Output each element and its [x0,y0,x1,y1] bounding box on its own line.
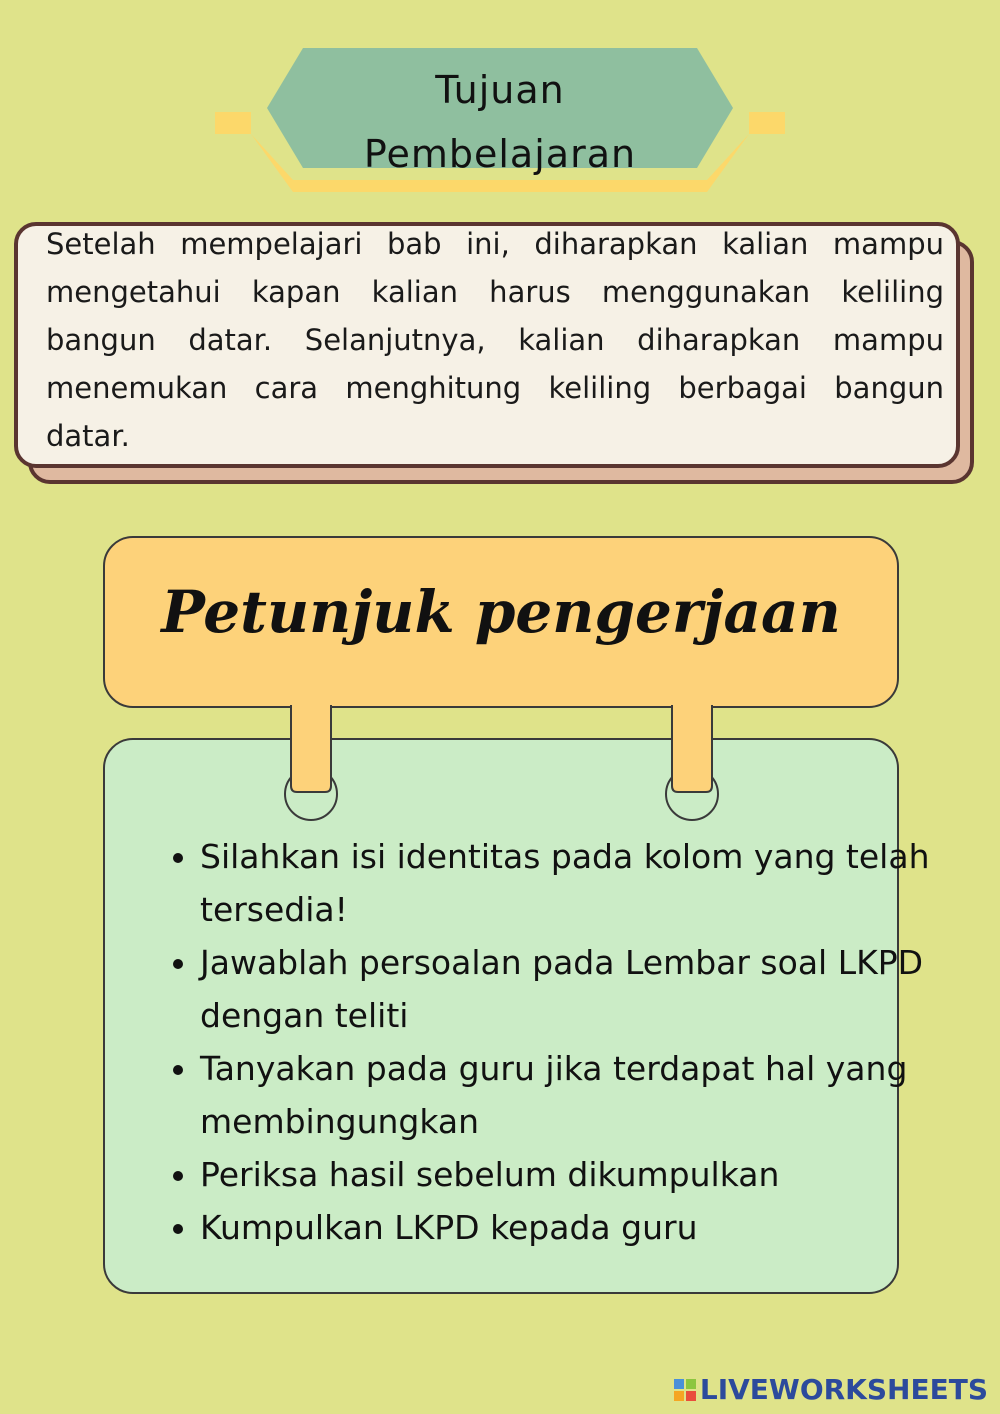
instructions-list [158,830,930,1254]
tab-right-join [673,700,711,710]
intro-text: Setelah mempelajari bab ini, diharapkan kalian mampu mengetahui kapan kalian harus menggunakan keliling bangun datar. Selanjutnya, kalian diharapkan mampu menemukan cara menghitung keliling berbagai bangun datar. [46,227,944,453]
title-line-1: Tujuan [435,68,565,112]
tab-left-join [292,700,330,710]
instructions-heading: Petunjuk pengerjaan [161,578,841,646]
list-item: • Periksa hasil sebelum dikumpulkan [200,1148,930,1201]
connector-right [666,700,718,820]
list-item: • Jawablah persoalan pada Lembar soal LKPD dengan teliti [200,936,930,1042]
brand-name: LIVEWORKSHEETS [699,1373,988,1406]
liveworksheets-icon [674,1379,696,1401]
tab-left [291,706,331,792]
liveworksheets-logo[interactable] [674,1373,988,1406]
title-line-2: Pembelajaran [363,132,637,176]
list-item: • Tanyakan pada guru jika terdapat hal yang membingungkan [200,1042,930,1148]
connector-left [285,700,337,820]
list-item: • Kumpulkan LKPD kepada guru [200,1201,930,1254]
list-item: • Silahkan isi identitas pada kolom yang telah tersedia! [200,830,930,936]
tab-right [672,706,712,792]
